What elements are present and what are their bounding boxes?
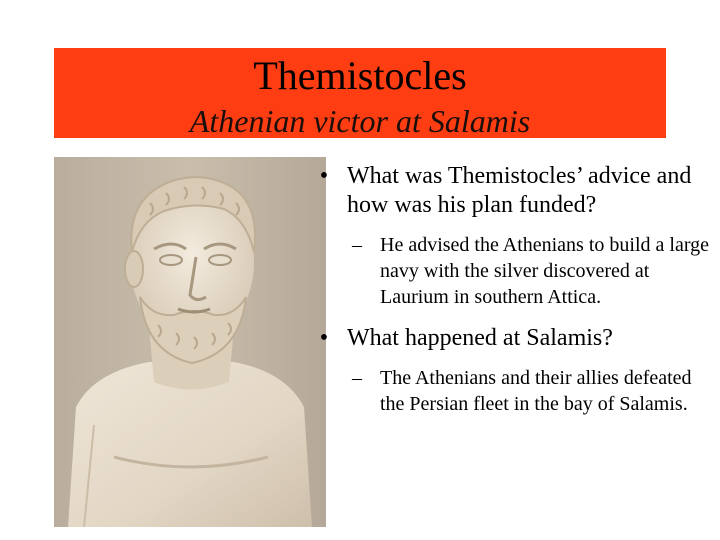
bullet-item	[312, 324, 712, 353]
slide-content	[312, 162, 712, 417]
bullet-text: What was Themistocles’ advice and how was his plan funded?	[347, 163, 692, 218]
bust-ear	[125, 251, 143, 287]
sub-bullet-item	[312, 365, 712, 417]
sub-bullet-item	[312, 232, 712, 310]
sub-bullet-dash: –	[352, 367, 362, 389]
slide-title: Themistocles	[253, 53, 467, 98]
bullet-text: What happened at Salamis?	[347, 325, 613, 351]
sub-bullet-dash: –	[352, 234, 362, 256]
bust-eye-right	[209, 255, 231, 265]
slide-subtitle: Athenian victor at Salamis	[189, 103, 531, 139]
bullet-dot: •	[319, 163, 329, 189]
sub-bullet-text: The Athenians and their allies defeated the Persian fleet in the bay of Salamis.	[380, 367, 692, 415]
bullet-item	[312, 162, 712, 220]
bullet-dot: •	[319, 325, 329, 351]
bust-eye-left	[160, 255, 182, 265]
marble-bust-icon	[54, 157, 326, 527]
title-bar	[54, 48, 666, 138]
sub-bullet-text: He advised the Athenians to build a large navy with the silver discovered at Laurium in southern Attica.	[380, 234, 709, 308]
